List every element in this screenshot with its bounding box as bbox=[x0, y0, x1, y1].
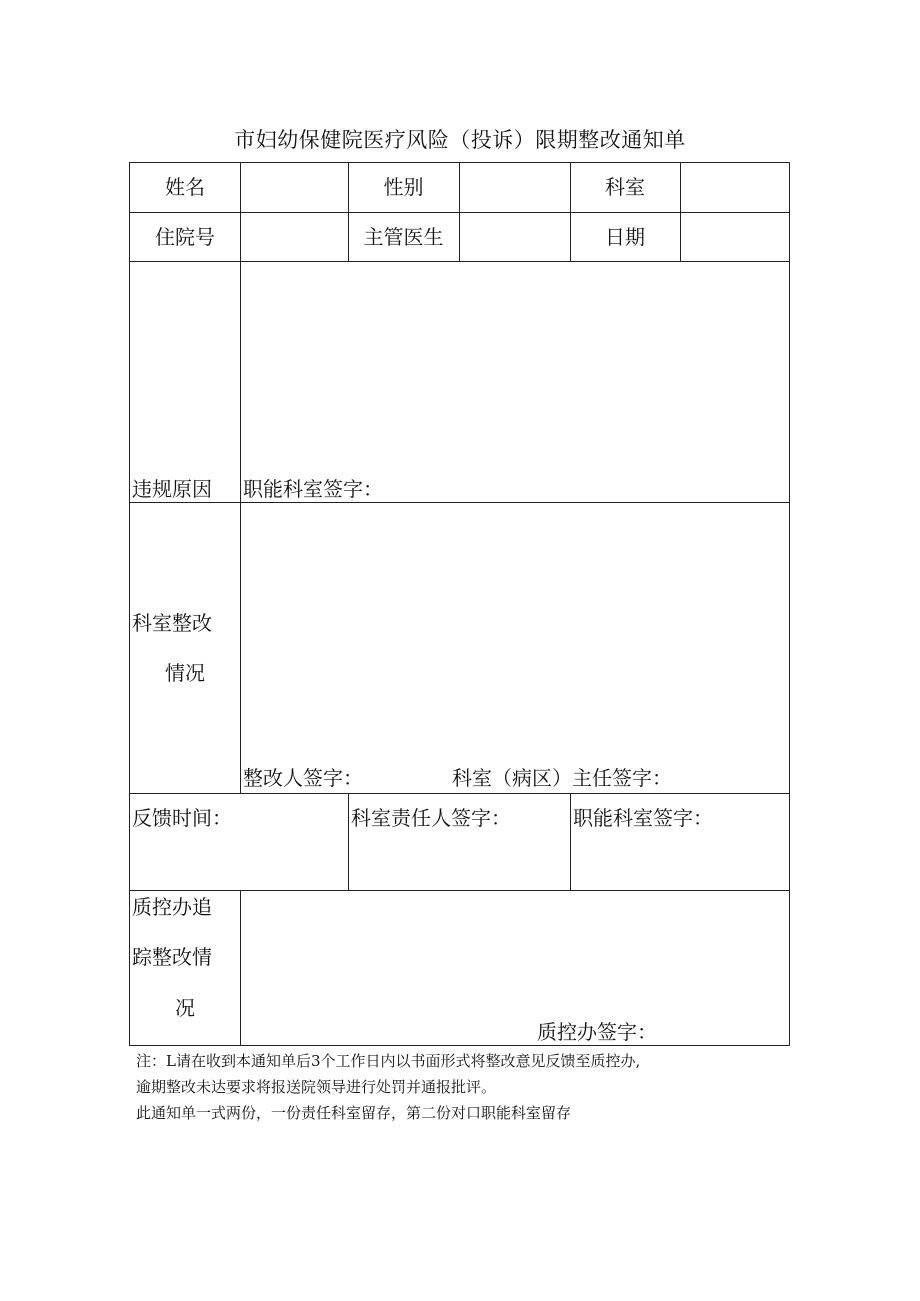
department-label: 科室 bbox=[605, 175, 645, 199]
rectification-label-line1: 科室整改 bbox=[132, 611, 212, 635]
notice-form-table bbox=[129, 162, 790, 1046]
gender-label: 性别 bbox=[383, 175, 424, 199]
quality-office-signature: 质控办签字： bbox=[537, 1020, 657, 1044]
tracking-label-line2: 踪整改情 bbox=[132, 945, 212, 969]
label-column-divider bbox=[240, 163, 241, 1045]
divider-gap bbox=[240, 794, 241, 890]
note-line-3: 此通知单一式两份，一份责任科室留存，第二份对口职能科室留存 bbox=[136, 1104, 572, 1122]
column-divider bbox=[570, 793, 571, 890]
date-label: 日期 bbox=[605, 225, 645, 249]
functional-dept-feedback-signature: 职能科室签字： bbox=[573, 806, 713, 830]
rectifier-signature: 整改人签字： bbox=[243, 766, 363, 790]
row-divider bbox=[130, 212, 789, 213]
functional-dept-signature: 职能科室签字： bbox=[243, 477, 383, 501]
name-label: 姓名 bbox=[165, 175, 205, 199]
admission-number-label: 住院号 bbox=[155, 225, 215, 249]
note-line-1: 注：L请在收到本通知单后3个工作日内以书面形式将整改意见反馈至质控办, bbox=[136, 1052, 641, 1070]
dept-director-signature: 科室（病区）主任签字： bbox=[452, 766, 672, 790]
tracking-label-line3: 况 bbox=[175, 996, 195, 1020]
note-line-2: 逾期整改未达要求将报送院领导进行处罚并通报批评。 bbox=[136, 1078, 497, 1096]
row-divider bbox=[130, 890, 789, 891]
attending-doctor-label: 主管医生 bbox=[363, 225, 444, 249]
violation-reason-label: 违规原因 bbox=[132, 477, 212, 501]
responsible-person-signature: 科室责任人签字： bbox=[351, 806, 511, 830]
row-divider bbox=[130, 793, 789, 794]
rectification-label-line2: 情况 bbox=[165, 661, 205, 685]
row-divider bbox=[130, 502, 789, 503]
column-divider bbox=[348, 793, 349, 890]
tracking-label-line1: 质控办追 bbox=[132, 895, 212, 919]
row-divider bbox=[130, 261, 789, 262]
page-title: 市妇幼保健院医疗风险（投诉）限期整改通知单 bbox=[234, 128, 686, 152]
feedback-time-label: 反馈时间： bbox=[132, 806, 232, 830]
